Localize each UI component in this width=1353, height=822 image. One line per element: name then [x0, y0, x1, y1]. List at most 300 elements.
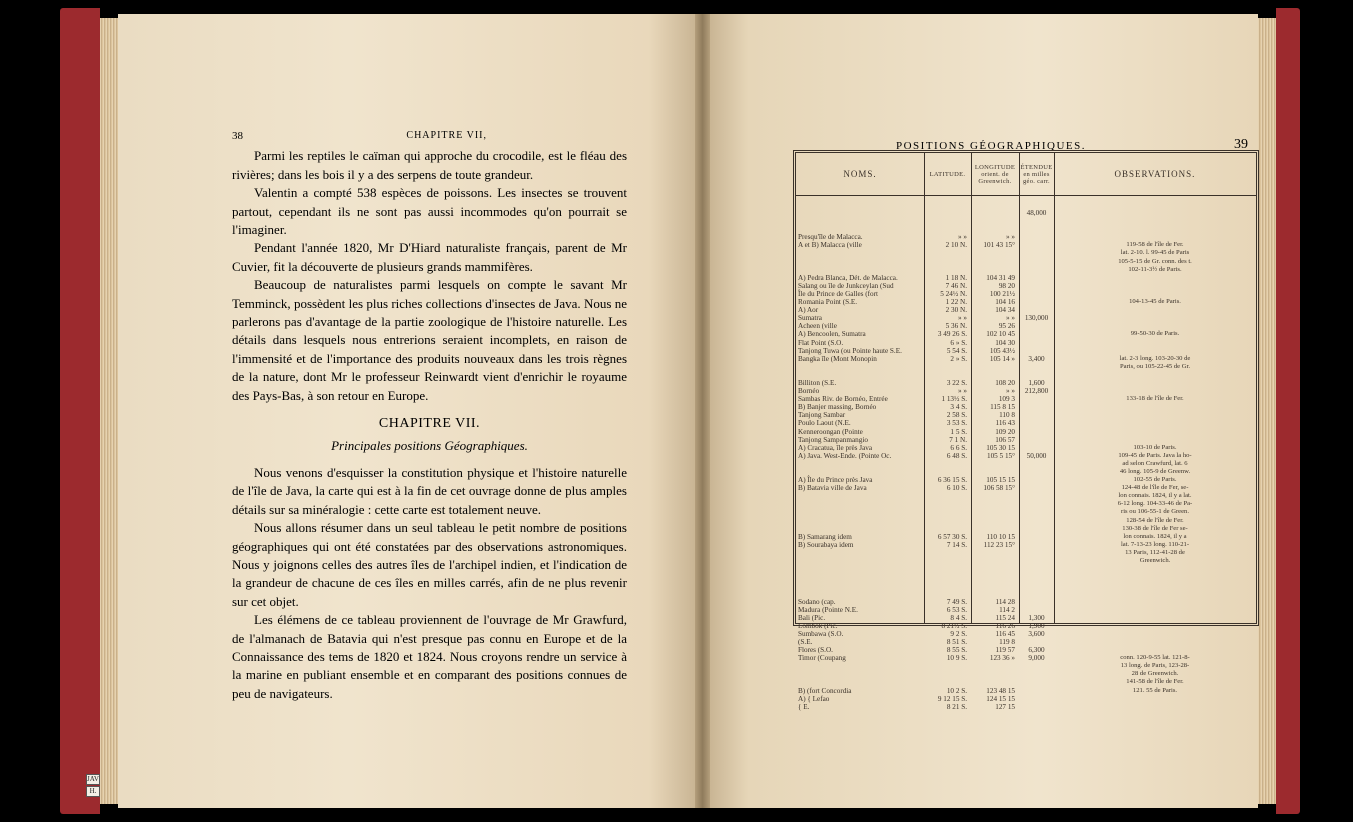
table-cell: 6-12 long. 104-33-46 de Pa- — [1117, 500, 1193, 508]
table-cell: 110 10 15 — [986, 532, 1015, 541]
table-cell — [926, 258, 969, 266]
table-cell — [926, 565, 969, 573]
table-cell — [1021, 517, 1052, 525]
table-cell: 130-38 de l'île de Fer se- — [1122, 524, 1188, 532]
table-cell: Romania Point (S.E. — [798, 298, 858, 307]
table-cell: » » — [1006, 233, 1015, 242]
table-cell — [973, 460, 1017, 468]
table-cell — [973, 581, 1017, 589]
table-cell: 9 2 S. — [950, 629, 967, 638]
latitude-column — [924, 153, 972, 711]
left-cover — [60, 8, 100, 814]
extent-header: ÉTENDUE en milles géo. carr. — [1019, 153, 1054, 196]
table-cell — [1060, 573, 1250, 581]
table-cell — [1021, 695, 1052, 703]
table-cell: 119 8 — [999, 637, 1015, 646]
table-cell — [1060, 225, 1250, 233]
table-cell: » » — [1006, 387, 1015, 396]
observations-column — [1054, 153, 1256, 694]
table-cell: 2 58 S. — [946, 411, 967, 420]
table-cell: ad selon Crawfurd, lat. 6 — [1122, 459, 1188, 467]
table-cell — [1021, 290, 1052, 298]
table-cell — [1021, 662, 1052, 670]
table-cell: 112 23 15° — [983, 540, 1015, 549]
table-cell — [1021, 533, 1052, 541]
table-cell — [926, 225, 969, 233]
table-cell: 114 28 — [995, 597, 1015, 606]
right-running-title: POSITIONS GÉOGRAPHIQUES. — [896, 140, 1087, 152]
right-page-number: 39 — [1234, 137, 1248, 152]
table-cell: 110 8 — [999, 411, 1015, 420]
table-cell — [1060, 282, 1250, 290]
paragraph: Pendant l'année 1820, Mr D'Hiard naturaliste français, parent de Mr Cuvier, fit la découverte de plusieurs grands mammifères. — [232, 240, 627, 274]
table-cell: 2 30 N. — [945, 306, 967, 315]
table-cell — [926, 363, 969, 371]
table-cell — [1021, 403, 1052, 411]
table-cell — [1060, 379, 1250, 387]
table-cell — [973, 678, 1017, 686]
chapter-subtitle: Principales positions Géographiques. — [331, 437, 528, 453]
table-cell — [926, 549, 969, 557]
table-cell: Madura (Pointe N.E. — [798, 605, 858, 614]
table-cell: { E. — [798, 702, 810, 711]
table-cell: B) Batavia ville de Java — [798, 484, 867, 493]
table-cell — [1021, 347, 1052, 355]
table-cell: 100 21½ — [989, 289, 1015, 298]
table-cell: 6,300 — [1028, 646, 1045, 655]
table-cell: 10 2 S. — [946, 686, 967, 695]
table-cell: » » — [1006, 314, 1015, 323]
table-cell — [1021, 549, 1052, 557]
table-cell — [798, 217, 922, 225]
table-cell: » » — [958, 233, 967, 242]
table-cell — [798, 670, 922, 678]
table-cell — [926, 517, 969, 525]
paragraph: Beaucoup de naturalistes parmi lesquels on compte le savant Mr Temminck, possèdent les plus riches collections d'insectes de Java. Nous ne parlerons pas d'avantage de la partie zoologique de l'histoire naturelle. Les détails dans lesquels nous entrerions seraient incomplets, en raison de l'immensité et de l'importance des produits nouveaux dans les trois règnes de la nature, dont Mr le professeur Reinwardt vient d'enrichir le royaume des Pays-Bas, à son retour en Europe. — [232, 277, 627, 403]
table-cell: A) Pedra Blanca, Dét. de Malacca. — [798, 273, 898, 282]
table-cell: 133-18 de l'île de Fer. — [1126, 395, 1184, 403]
table-cell — [926, 589, 969, 597]
table-cell: 109-45 de Paris. Java la ho- — [1118, 451, 1192, 459]
table-cell: 5 24½ N. — [940, 289, 967, 298]
table-cell — [1060, 387, 1250, 395]
table-cell: lon connais. 1824, il y a lat. — [1118, 492, 1192, 500]
table-cell: 141-58 de l'île de Fer. — [1126, 678, 1184, 686]
table-cell: lat. 7-13-23 long. 110-21- — [1120, 540, 1190, 548]
table-cell: 102 10 45 — [986, 330, 1015, 339]
table-cell — [1021, 282, 1052, 290]
table-cell: A) Île du Prince près Java — [798, 476, 873, 485]
table-cell: 8 21 S. — [946, 702, 967, 711]
table-cell: lat. 2-10. l. 99-45 de Paris — [1120, 249, 1190, 257]
table-cell: 48,000 — [1026, 209, 1047, 217]
left-page-text — [232, 127, 627, 703]
table-cell: 116 45 — [995, 629, 1015, 638]
table-cell: 13 Paris, 112-41-28 de — [1125, 548, 1185, 556]
table-cell — [1060, 306, 1250, 314]
table-cell: A et B) Malacca (ville — [798, 241, 862, 250]
table-cell — [1060, 598, 1250, 606]
table-cell: 50,000 — [1026, 451, 1047, 460]
table-cell: 7 14 S. — [946, 540, 967, 549]
table-cell — [1021, 525, 1052, 533]
table-cell: 102-55 de Paris. — [1133, 476, 1177, 484]
table-cell — [798, 589, 922, 597]
table-cell — [973, 266, 1017, 274]
spine-tab: JAV — [87, 775, 99, 783]
table-cell: 8 51 S. — [946, 637, 967, 646]
table-cell — [1021, 428, 1052, 436]
table-cell — [1060, 209, 1250, 217]
table-cell — [926, 217, 969, 225]
right-cover — [1276, 8, 1300, 814]
table-cell: 6 53 S. — [946, 605, 967, 614]
table-cell: ris ou 106-55-1 de Green. — [1121, 508, 1189, 516]
table-cell: Salang ou île de Junkceylan (Sud — [798, 281, 894, 290]
table-cell — [798, 468, 922, 476]
table-cell: 124-48 de l'île de Fer, se- — [1121, 484, 1189, 492]
table-cell — [926, 678, 969, 686]
table-cell: 102-11-3½ de Paris. — [1128, 265, 1182, 273]
table-cell — [926, 209, 969, 217]
table-cell — [1021, 500, 1052, 508]
observations-header: OBSERVATIONS. — [1054, 153, 1256, 196]
table-cell: Bangka île (Mont Monopin — [798, 354, 877, 363]
table-cell: 105 15 15 — [986, 476, 1015, 485]
table-cell: 6 » S. — [950, 338, 967, 347]
table-cell: 2 10 N. — [945, 241, 967, 250]
table-cell — [1021, 598, 1052, 606]
table-cell: 13 long. de Paris, 123-28- — [1120, 662, 1190, 670]
table-cell: Sumatra — [798, 314, 822, 323]
paragraph: Nous venons d'esquisser la constitution physique et l'histoire naturelle de l'île de Java, la carte qui est à la fin de cet ouvrage donne de plus amples détails sur sa minéralogie : cette carte est totalement neuve. — [232, 464, 627, 517]
table-cell: 3 4 S. — [950, 403, 967, 412]
table-cell: Poulo Laout (N.E. — [798, 419, 851, 428]
observations-list — [1060, 209, 1250, 711]
table-cell: Tanjong Sambar — [798, 411, 846, 420]
table-cell — [1060, 630, 1250, 638]
chapter-title: CHAPITRE VII. — [378, 416, 481, 432]
table-cell: Bornéo — [798, 387, 820, 396]
table-cell: A) Cracatua, île près Java — [798, 443, 873, 452]
table-cell: 105 43½ — [989, 346, 1015, 355]
table-cell: Sodano (cap. — [798, 597, 836, 606]
table-cell — [1021, 233, 1052, 241]
table-cell — [973, 500, 1017, 508]
table-cell — [1021, 436, 1052, 444]
paragraph: Nous allons résumer dans un seul tableau le petit nombre de positions géographiques qui ont été constatées par des observations astronomiques. Nous y joignons celles des autres îles de l'archipel indien, et l'indication de la grandeur de chacune de ces îles en milles carrés, afin de ne plus revenir sur cet objet. — [232, 520, 627, 609]
table-cell — [926, 371, 969, 379]
table-cell: 1 13½ S. — [941, 395, 967, 404]
table-cell: 98 20 — [998, 281, 1015, 290]
table-cell — [1021, 322, 1052, 330]
table-cell — [1021, 411, 1052, 419]
table-cell — [1060, 403, 1250, 411]
table-cell: 1 18 N. — [945, 273, 967, 282]
table-cell — [798, 508, 922, 516]
table-cell: Paris, ou 105-22-45 de Gr. — [1120, 362, 1190, 370]
table-cell: 10 9 S. — [946, 654, 967, 663]
table-cell — [973, 363, 1017, 371]
table-cell — [1060, 411, 1250, 419]
table-cell — [926, 468, 969, 476]
paragraph: Les élémens de ce tableau proviennent de l'ouvrage de Mr Grawfurd, de l'almanach de Batavia qui n'est presque pas connu en Europe et de la Connaissance des tems de 1820 et 1824. Nous croyons rendre un service à la marine en publiant ensemble et en comparant des positions connues de peu de navigateurs. — [232, 612, 627, 701]
table-cell: 101 43 15° — [983, 241, 1015, 250]
table-cell: A) { Lefao — [798, 694, 830, 703]
table-cell — [926, 266, 969, 274]
table-cell — [1021, 241, 1052, 249]
table-cell — [1021, 484, 1052, 492]
table-cell: A) Aor — [798, 306, 819, 315]
table-cell — [926, 500, 969, 508]
table-cell: 7 46 N. — [945, 281, 967, 290]
table-cell — [798, 678, 922, 686]
table-cell — [1060, 322, 1250, 330]
table-cell — [973, 258, 1017, 266]
book-gutter — [695, 14, 710, 808]
table-cell: 105-5-15 de Gr. conn. des t. — [1118, 257, 1192, 265]
table-cell — [1060, 274, 1250, 282]
table-cell — [1021, 670, 1052, 678]
table-cell: Tanjong Sampanmangio — [798, 435, 868, 444]
table-cell: B) Banjer massing, Bornéo — [798, 403, 877, 412]
table-cell — [973, 217, 1017, 225]
table-cell — [798, 500, 922, 508]
table-cell — [973, 371, 1017, 379]
table-cell: 6 48 S. — [946, 451, 967, 460]
longitude-column — [971, 153, 1020, 711]
table-cell — [1021, 687, 1052, 695]
latitude-list — [926, 209, 969, 711]
table-cell — [1021, 363, 1052, 371]
left-page-edges — [100, 18, 118, 804]
left-running-title: CHAPITRE VII, — [406, 130, 487, 141]
table-cell: Flores (S.O. — [798, 646, 833, 655]
table-cell — [1021, 606, 1052, 614]
table-cell: Billiton (S.E. — [798, 378, 837, 387]
table-cell — [798, 662, 922, 670]
table-cell — [1060, 622, 1250, 630]
table-cell — [1021, 468, 1052, 476]
table-cell: 109 3 — [998, 395, 1015, 404]
table-cell: B) (fort Concordia — [798, 686, 852, 695]
table-cell: 127 15 — [995, 702, 1015, 711]
table-cell — [1021, 330, 1052, 338]
table-cell: conn. 120-9-55 lat. 121-8- — [1120, 654, 1190, 662]
table-cell: Timor (Coupang — [798, 654, 846, 663]
table-cell: 106 58 15° — [983, 484, 1015, 493]
table-cell — [1021, 565, 1052, 573]
table-cell: Tanjong Tuwa (ou Pointe haute S.E. — [798, 346, 902, 355]
table-cell: Île du Prince de Galles (fort — [798, 289, 879, 298]
table-cell — [1021, 249, 1052, 257]
table-cell: 128-54 de l'île de Fer. — [1126, 516, 1184, 524]
table-cell: 7 1 N. — [949, 435, 967, 444]
table-cell — [1021, 266, 1052, 274]
table-cell — [1021, 225, 1052, 233]
table-cell — [926, 525, 969, 533]
table-cell: » » — [958, 314, 967, 323]
table-cell: Acheen (ville — [798, 322, 837, 331]
table-cell — [798, 225, 922, 233]
table-cell: 108 20 — [995, 378, 1015, 387]
table-cell — [926, 662, 969, 670]
table-cell — [926, 249, 969, 257]
table-cell: lat. 2-3 long. 103-20-30 de — [1119, 354, 1191, 362]
table-cell — [973, 549, 1017, 557]
table-cell: 115 8 15 — [990, 403, 1015, 412]
table-cell — [1060, 703, 1250, 711]
table-cell — [1060, 589, 1250, 597]
table-cell: Greenwich. — [1139, 557, 1171, 565]
spine-tabs — [86, 774, 100, 798]
table-cell — [798, 371, 922, 379]
table-cell — [798, 460, 922, 468]
table-cell: 5 54 S. — [946, 346, 967, 355]
table-cell: 5 36 N. — [945, 322, 967, 331]
table-cell — [973, 589, 1017, 597]
table-cell — [1060, 314, 1250, 322]
table-cell: 2 » S. — [950, 354, 967, 363]
table-cell — [1021, 581, 1052, 589]
table-cell: Presqu'île de Malacca. — [798, 233, 863, 242]
table-cell — [1021, 589, 1052, 597]
table-cell: 130,000 — [1024, 314, 1049, 323]
table-cell — [1060, 581, 1250, 589]
table-cell: 114 2 — [999, 605, 1015, 614]
table-cell: 123 48 15 — [986, 686, 1015, 695]
names-column — [796, 153, 925, 711]
names-list — [798, 209, 922, 711]
table-cell — [1021, 703, 1052, 711]
table-cell: 123 36 » — [989, 654, 1015, 663]
table-cell: 105 5 15° — [986, 451, 1015, 460]
table-cell — [1060, 217, 1250, 225]
table-cell: A) Java. West-Ende. (Pointe Oc. — [798, 451, 892, 460]
table-cell: 8 4 S. — [950, 613, 967, 622]
left-running-head — [232, 127, 627, 145]
table-cell — [973, 670, 1017, 678]
latitude-header: LATITUDE. — [924, 153, 971, 196]
table-cell — [1021, 395, 1052, 403]
table-cell: 1 5 S. — [950, 427, 967, 436]
table-cell — [1021, 371, 1052, 379]
table-cell: 212,800 — [1024, 387, 1049, 396]
table-cell — [1060, 339, 1250, 347]
table-cell — [973, 508, 1017, 516]
right-page-edges — [1258, 18, 1276, 804]
spine-tab: H. — [86, 786, 100, 797]
table-cell: 124 15 15 — [986, 694, 1015, 703]
table-cell — [798, 557, 922, 565]
table-cell: 3,600 — [1028, 629, 1045, 638]
table-cell — [973, 662, 1017, 670]
table-cell — [798, 363, 922, 371]
table-cell: 105 14 » — [989, 354, 1015, 363]
table-cell: 9 12 15 S. — [937, 694, 967, 703]
table-cell — [926, 460, 969, 468]
extent-column — [1019, 153, 1055, 663]
table-cell — [1021, 541, 1052, 549]
table-cell — [798, 565, 922, 573]
table-cell: 95 26 — [998, 322, 1015, 331]
table-cell — [1060, 565, 1250, 573]
table-cell: 105 30 15 — [986, 443, 1015, 452]
table-cell — [973, 209, 1017, 217]
table-cell — [973, 249, 1017, 257]
table-cell — [798, 492, 922, 500]
table-cell — [926, 508, 969, 516]
table-cell — [1021, 573, 1052, 581]
table-cell — [1021, 460, 1052, 468]
table-cell — [798, 249, 922, 257]
table-cell — [973, 225, 1017, 233]
table-cell: 116 26 — [995, 621, 1015, 630]
table-cell: 6 36 15 S. — [937, 476, 967, 485]
table-cell — [926, 557, 969, 565]
table-cell — [798, 266, 922, 274]
table-cell — [926, 573, 969, 581]
table-cell — [798, 525, 922, 533]
table-cell: lon connais. 1824, il y a — [1123, 532, 1187, 540]
table-cell: Lombok (Pic. — [798, 621, 838, 630]
table-cell — [1021, 217, 1052, 225]
table-cell — [973, 525, 1017, 533]
table-cell: 7 49 S. — [946, 597, 967, 606]
table-cell: Flat Point (S.O. — [798, 338, 844, 347]
table-cell: 103-10 de Paris. — [1133, 443, 1177, 451]
table-cell — [926, 492, 969, 500]
names-header: NOMS. — [796, 153, 924, 196]
table-cell: 3 49 26 S. — [937, 330, 967, 339]
table-cell — [798, 549, 922, 557]
table-cell: 8 55 S. — [946, 646, 967, 655]
table-cell — [1060, 371, 1250, 379]
positions-table — [795, 152, 1257, 711]
table-cell — [1060, 347, 1250, 355]
table-cell: 1,900 — [1028, 621, 1045, 630]
table-cell — [1060, 436, 1250, 444]
left-page-number: 38 — [232, 130, 243, 142]
table-cell — [798, 258, 922, 266]
table-cell: 115 24 — [995, 613, 1015, 622]
table-cell — [1021, 678, 1052, 686]
table-cell — [973, 468, 1017, 476]
table-cell: 116 43 — [995, 419, 1015, 428]
table-cell: 1,600 — [1028, 378, 1045, 387]
table-cell — [973, 573, 1017, 581]
table-cell: B) Samarang idem — [798, 532, 852, 541]
table-cell: 104 30 — [995, 338, 1015, 347]
table-cell — [1060, 614, 1250, 622]
table-cell: Kenneroongan (Pointe — [798, 427, 863, 436]
table-cell: 6 10 S. — [946, 484, 967, 493]
table-cell: 119 57 — [995, 646, 1015, 655]
table-cell: 1 22 N. — [945, 298, 967, 307]
table-cell: 104 34 — [995, 306, 1015, 315]
table-cell: Bali (Pic. — [798, 613, 826, 622]
table-cell: 3 22 S. — [946, 378, 967, 387]
table-cell — [1060, 233, 1250, 241]
table-cell — [926, 670, 969, 678]
table-cell — [798, 573, 922, 581]
table-cell — [1060, 646, 1250, 654]
table-cell — [1021, 419, 1052, 427]
table-cell: B) Sourabaya idem — [798, 540, 854, 549]
table-cell — [1021, 557, 1052, 565]
table-cell: 99-50-30 de Paris. — [1130, 330, 1180, 338]
table-cell: 3,400 — [1028, 354, 1045, 363]
